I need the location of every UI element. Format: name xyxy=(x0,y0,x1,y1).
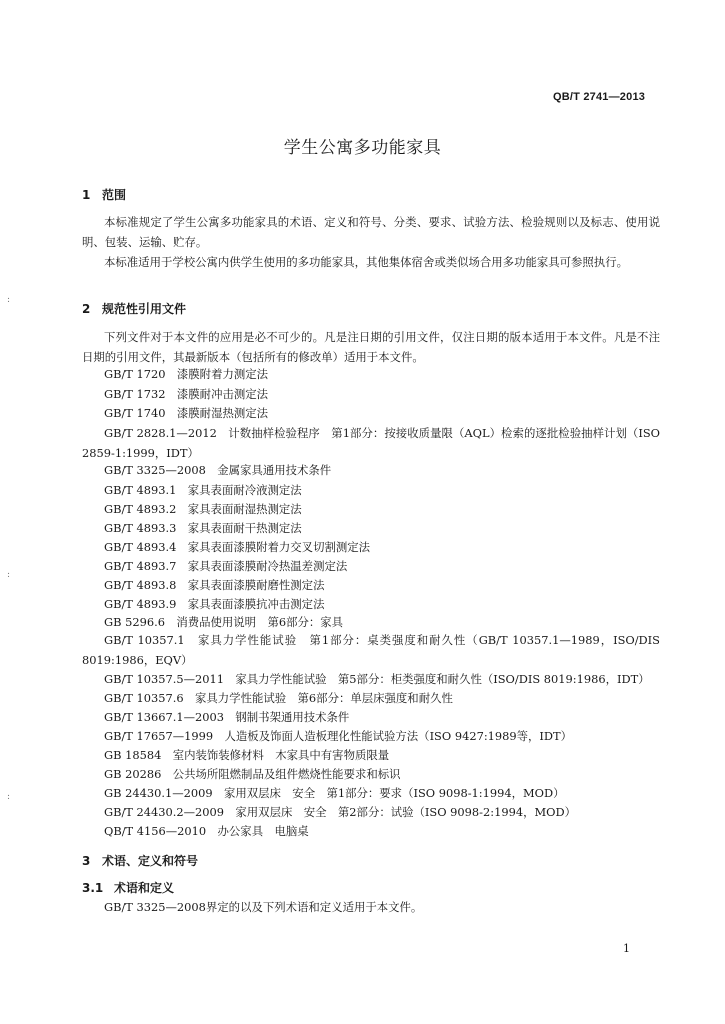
reference-item: GB 20286 公共场所阻燃制品及组件燃烧性能要求和标识 xyxy=(104,767,401,781)
reference-item: GB 24430.1—2009 家用双层床 安全 第1部分：要求（ISO 9098-1:1994，MOD） xyxy=(104,786,565,800)
reference-item: GB/T 4893.2 家具表面耐湿热测定法 xyxy=(104,502,302,516)
reference-item: GB/T 10357.1 家具力学性能试验 第1部分：桌类强度和耐久性（GB/T 10357.1—1989，ISO/DIS 8019:1986，EQV） xyxy=(82,633,660,667)
reference-item: GB/T 1732 漆膜耐冲击测定法 xyxy=(104,387,269,401)
section-heading-terms: 3 术语、定义和符号 xyxy=(82,854,199,868)
subsection-heading-terms-definitions: 3.1 术语和定义 xyxy=(82,881,175,895)
reference-item: GB/T 1740 漆膜耐湿热测定法 xyxy=(104,406,269,420)
reference-item: QB/T 4156—2010 办公家具 电脑桌 xyxy=(104,824,309,838)
page-number: 1 xyxy=(623,942,630,955)
reference-item: GB/T 4893.7 家具表面漆膜耐冷热温差测定法 xyxy=(104,559,348,573)
document-title: 学生公寓多功能家具 xyxy=(283,138,442,158)
section-heading-scope: 1 范围 xyxy=(82,188,127,202)
reference-item: GB/T 4893.4 家具表面漆膜附着力交叉切割测定法 xyxy=(104,540,371,554)
margin-mark: : xyxy=(7,295,11,305)
reference-item: GB/T 10357.6 家具力学性能试验 第6部分：单层床强度和耐久性 xyxy=(104,691,453,705)
references-intro: 下列文件对于本文件的应用是必不可少的。凡是注日期的引用文件，仅注日期的版本适用于本文件。凡是不注日期的引用文件，其最新版本（包括所有的修改单）适用于本文件。 xyxy=(82,330,660,364)
reference-item: GB/T 4893.1 家具表面耐冷液测定法 xyxy=(104,483,302,497)
scope-paragraph: 本标准规定了学生公寓多功能家具的术语、定义和符号、分类、要求、试验方法、检验规则以及标志、使用说明、包装、运输、贮存。 xyxy=(82,215,660,249)
reference-item: GB/T 1720 漆膜附着力测定法 xyxy=(104,367,269,381)
reference-item: GB/T 10357.5—2011 家具力学性能试验 第5部分：柜类强度和耐久性（ISO/DIS 8019:1986，IDT） xyxy=(104,672,650,686)
reference-item: GB 5296.6 消费品使用说明 第6部分：家具 xyxy=(104,615,344,629)
reference-item: GB/T 17657—1999 人造板及饰面人造板理化性能试验方法（ISO 9427:1989等，IDT） xyxy=(104,729,573,743)
reference-item: GB/T 4893.3 家具表面耐干热测定法 xyxy=(104,521,302,535)
reference-item: GB/T 2828.1—2012 计数抽样检验程序 第1部分：按接收质量限（AQL）检索的逐批检验抽样计划（ISO 2859-1:1999，IDT） xyxy=(82,426,660,460)
section-heading-references: 2 规范性引用文件 xyxy=(82,302,187,316)
reference-item: GB/T 3325—2008 金属家具通用技术条件 xyxy=(104,463,332,477)
reference-item: GB/T 13667.1—2003 钢制书架通用技术条件 xyxy=(104,710,350,724)
reference-item: GB/T 4893.8 家具表面漆膜耐磨性测定法 xyxy=(104,578,325,592)
reference-item: GB 18584 室内装饰装修材料 木家具中有害物质限量 xyxy=(104,748,390,762)
margin-mark: : xyxy=(7,570,11,580)
scope-paragraph: 本标准适用于学校公寓内供学生使用的多功能家具，其他集体宿舍或类似场合用多功能家具可参照执行。 xyxy=(104,255,628,269)
definitions-intro: GB/T 3325—2008界定的以及下列术语和定义适用于本文件。 xyxy=(104,900,423,914)
margin-mark: : xyxy=(7,792,11,802)
reference-item: GB/T 4893.9 家具表面漆膜抗冲击测定法 xyxy=(104,597,325,611)
standard-code: QB/T 2741—2013 xyxy=(553,91,646,103)
reference-item: GB/T 24430.2—2009 家用双层床 安全 第2部分：试验（ISO 9098-2:1994，MOD） xyxy=(104,805,576,819)
